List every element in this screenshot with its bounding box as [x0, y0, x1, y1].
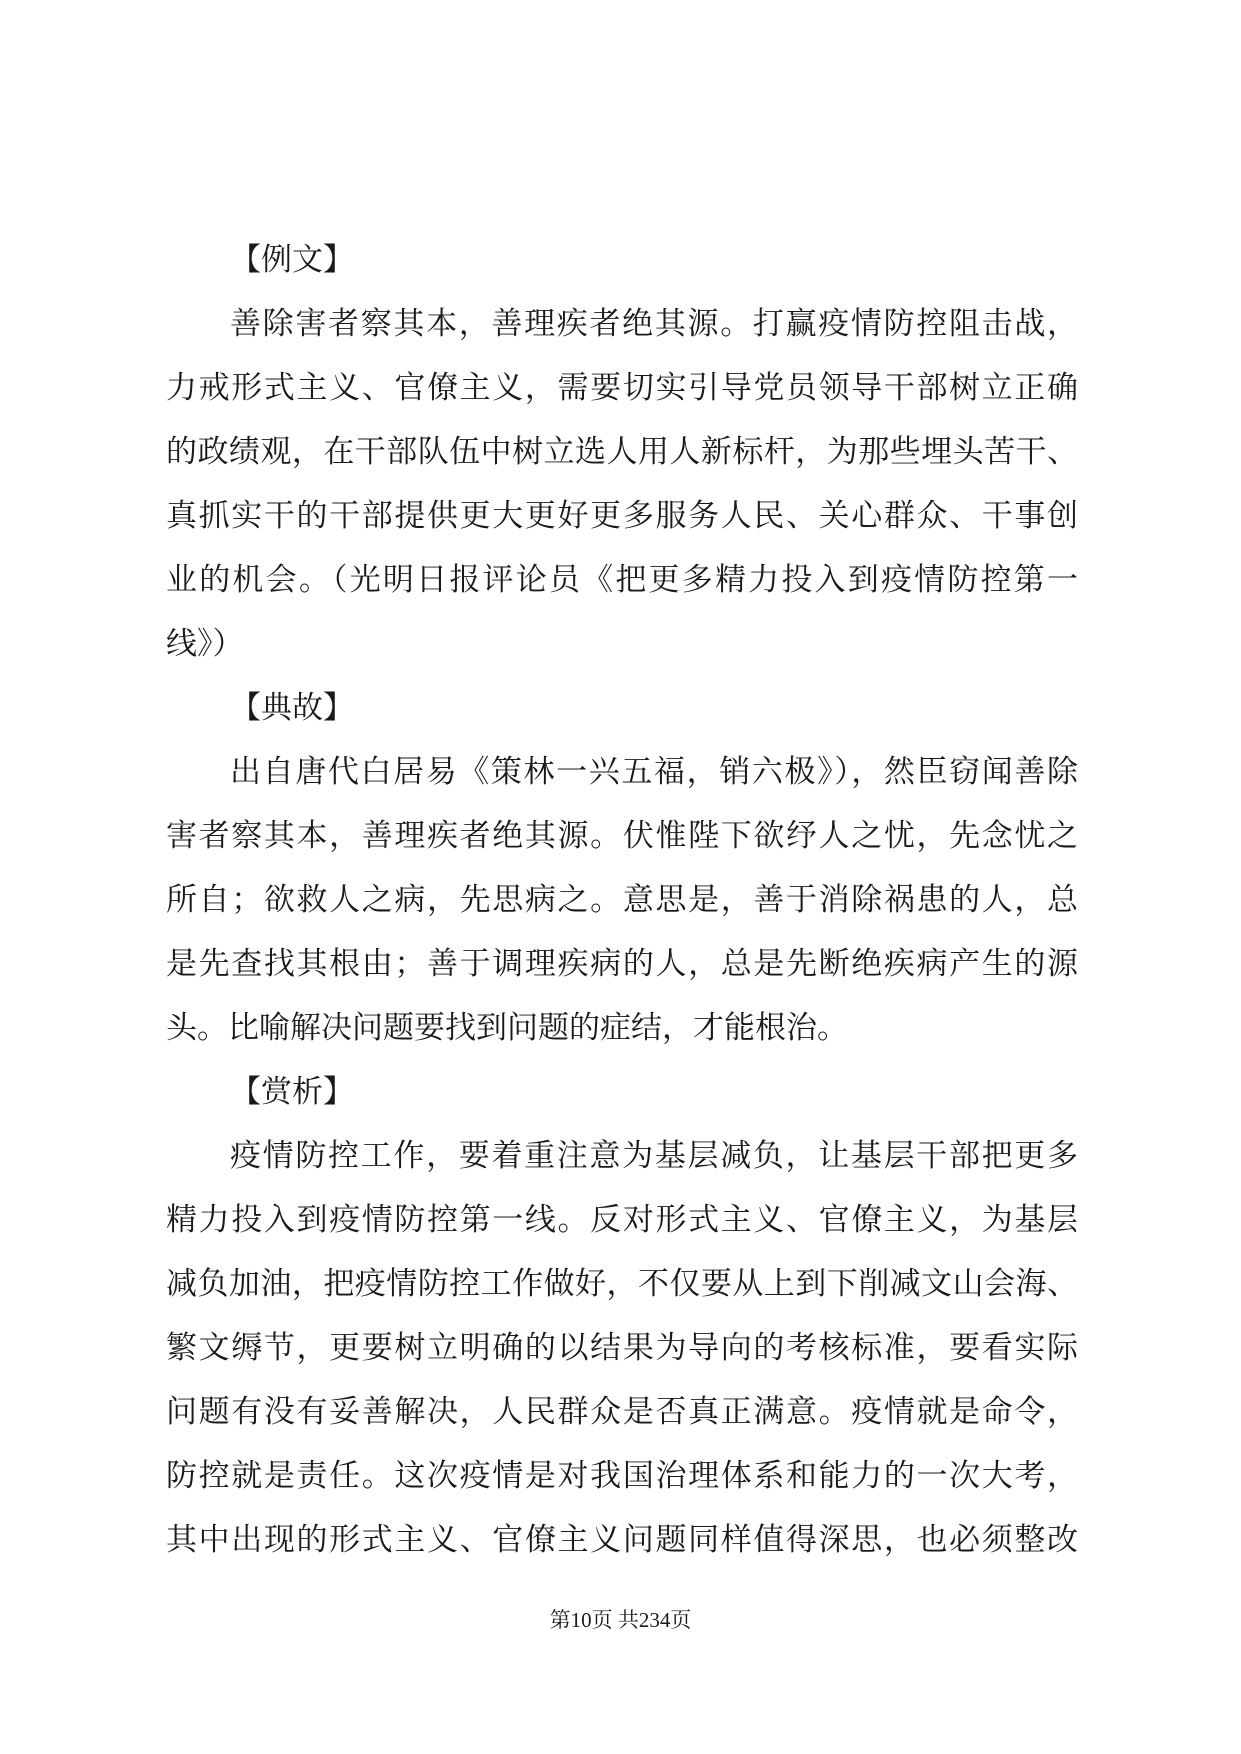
paragraph-line: 力戒形式主义、官僚主义，需要切实引导党员领导干部树立正确 [166, 370, 1078, 406]
paragraph-line: 真抓实干的干部提供更大更好更多服务人民、关心群众、干事创 [166, 498, 1078, 534]
paragraph-line: 害者察其本，善理疾者绝其源。伏惟陛下欲纾人之忧，先念忧之 [166, 818, 1078, 854]
paragraph-line: 业的机会。（光明日报评论员《把更多精力投入到疫情防控第一 [166, 562, 1078, 598]
paragraph-line: 线》） [166, 626, 244, 662]
paragraph-line: 善除害者察其本，善理疾者绝其源。打赢疫情防控阻击战， [230, 306, 1078, 342]
paragraph-line: 防控就是责任。这次疫情是对我国治理体系和能力的一次大考， [166, 1458, 1078, 1494]
document-body [166, 228, 1078, 1572]
section-heading-example: 【例文】 [230, 242, 354, 278]
paragraph-line: 疫情防控工作，要着重注意为基层减负，让基层干部把更多 [230, 1138, 1078, 1174]
page-number-footer: 第10页 共234页 [549, 1608, 692, 1632]
section-heading-appreciation: 【赏析】 [230, 1074, 354, 1110]
paragraph-line: 其中出现的形式主义、官僚主义问题同样值得深思，也必须整改 [166, 1522, 1078, 1558]
paragraph-line: 所自；欲救人之病，先思病之。意思是，善于消除祸患的人，总 [166, 882, 1078, 918]
paragraph-line: 问题有没有妥善解决，人民群众是否真正满意。疫情就是命令， [166, 1394, 1078, 1430]
section-heading-allusion: 【典故】 [230, 690, 354, 726]
paragraph-line: 繁文缛节，更要树立明确的以结果为导向的考核标准，要看实际 [166, 1330, 1078, 1366]
paragraph-line: 出自唐代白居易《策林一兴五福，销六极》），然臣窃闻善除 [230, 754, 1078, 790]
paragraph-line: 减负加油，把疫情防控工作做好，不仅要从上到下削减文山会海、 [166, 1266, 1078, 1302]
paragraph-line: 精力投入到疫情防控第一线。反对形式主义、官僚主义，为基层 [166, 1202, 1078, 1238]
paragraph-line: 是先查找其根由；善于调理疾病的人，总是先断绝疾病产生的源 [166, 946, 1078, 982]
paragraph-line: 头。比喻解决问题要找到问题的症结，才能根治。 [166, 1010, 848, 1046]
paragraph-line: 的政绩观，在干部队伍中树立选人用人新标杆，为那些埋头苦干、 [166, 434, 1078, 470]
